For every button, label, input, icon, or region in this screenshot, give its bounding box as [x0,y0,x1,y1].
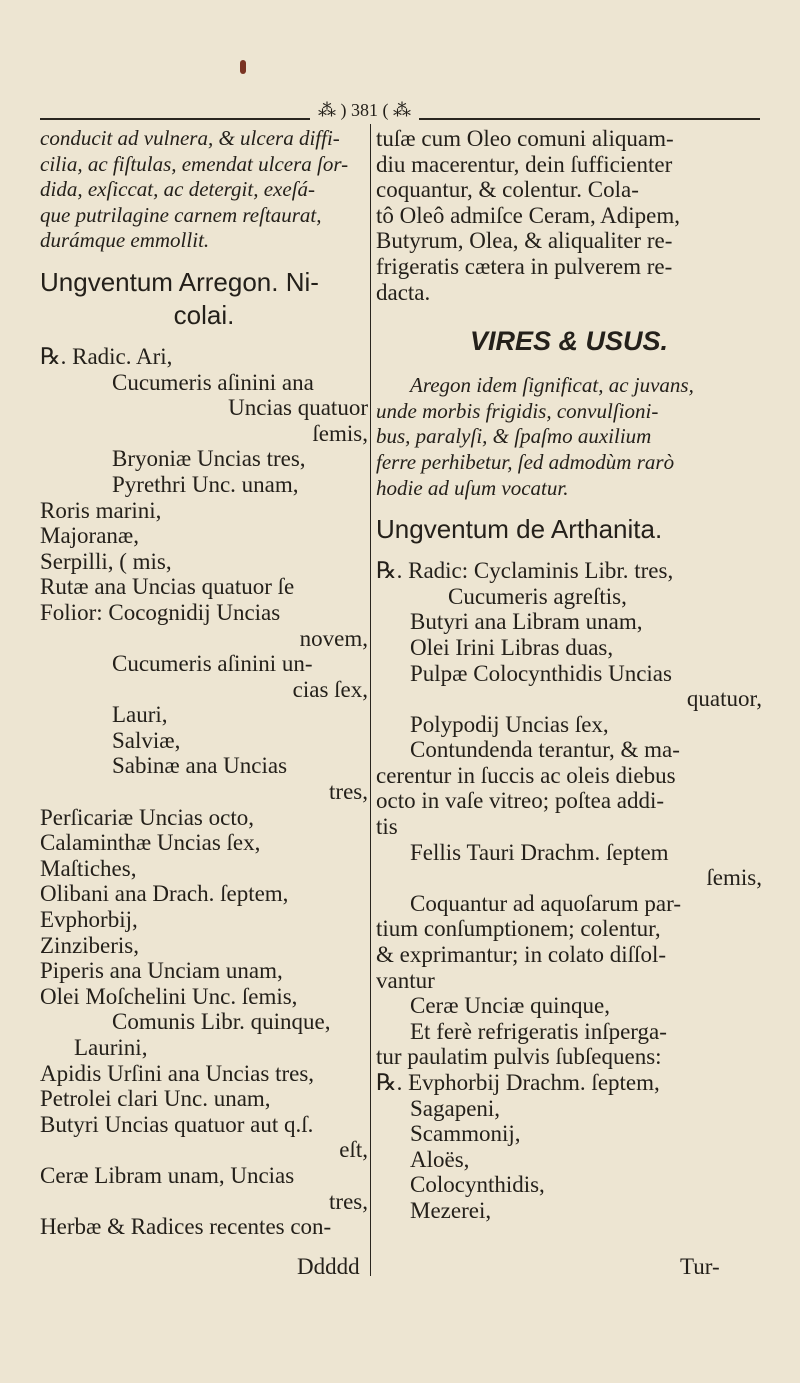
text-line: Cucumeris aſinini un- [112,651,313,677]
text-line: Olei Irini Libras duas, [410,634,614,660]
text-line: octo in vaſe vitreo; poſtea addi- [376,788,665,814]
text-line: Olibani ana Drach. ſeptem, [40,881,289,907]
text-line: Perſicariæ Uncias octo, [40,804,254,830]
text-line: tis [376,814,398,840]
text-line: Ungventum Arregon. Ni- [40,266,319,297]
text-line: Aregon idem ſignificat, ac juvans, [410,373,694,398]
text-line: ſemis, [706,865,762,891]
text-line: ℞. Radic: Cyclaminis Libr. tres, [376,558,674,584]
text-line: cias ſex, [292,676,368,702]
text-line: Butyri ana Libram unam, [410,609,643,635]
text-line: Bryoniæ Uncias tres, [112,446,306,472]
text-line: Butyri Uncias quatuor aut q.ſ. [40,1111,314,1137]
running-header [40,100,760,126]
text-line: Mezerei, [410,1197,492,1223]
text-line: Ungventum de Arthanita. [376,514,663,545]
text-line: Roris marini, [40,497,162,523]
text-line: tres, [329,779,368,805]
spacer [376,501,762,513]
signature-mark: Ddddd [297,1254,360,1279]
text-line: Serpilli, ( mis, [40,548,172,574]
text-line: que putrilagine carnem reſtaurat, [40,202,322,227]
text-line: Et ferè refrigeratis inſperga- [410,1018,667,1044]
left-column [40,126,368,1240]
text-line: eſt, [339,1137,368,1163]
text-line: Laurini, [74,1035,148,1060]
text-line: durámque emmollit. [40,228,210,253]
text-line: tres, [329,1188,368,1214]
ink-stain [240,60,246,74]
spacer [376,546,762,558]
text-line: dida, exſiccat, ac detergit, exeſá- [40,177,316,202]
text-line: Aloës, [410,1146,470,1172]
page-footer [0,1254,800,1284]
text-line: Fellis Tauri Drachm. ſeptem [410,839,669,865]
text-line: Pulpæ Colocynthidis Uncias [410,660,672,686]
text-line: Comunis Libr. quinque, [112,1009,331,1035]
text-line: Herbæ & Radices recentes con- [40,1214,332,1240]
spacer [40,254,368,266]
text-line: Butyrum, Olea, & aliqualiter re- [376,228,673,254]
catchword: Tur- [680,1254,720,1279]
text-line: Majoranæ, [40,523,140,549]
text-line: Contundenda terantur, & ma- [410,737,680,763]
text-line: ferre perhibetur, ſed admodùm rarò [376,449,675,474]
text-line: cerentur in ſuccis ac oleis diebus [376,762,676,788]
text-line: Evphorbij, [40,907,138,933]
text-line: Zinziberis, [40,932,139,958]
text-line: Apidis Urſini ana Uncias tres, [40,1060,315,1086]
text-line: Polypodij Uncias ſex, [410,711,609,737]
text-line: hodie ad uſum vocatur. [376,475,569,500]
text-line: tuſæ cum Oleo comuni aliquam- [376,126,674,151]
text-line: Salviæ, [112,727,181,753]
text-line: Sabinæ ana Uncias [112,753,288,779]
text-line: dacta. [376,279,431,305]
text-line: cilia, ac fiſtulas, emendat ulcera ſor- [40,151,349,176]
text-line: Cucumeris aſinini ana [112,369,314,395]
text-line: conducit ad vulnera, & ulcera diffi- [40,126,340,150]
text-line: quatuor, [686,686,762,712]
right-column [376,126,762,1224]
text-line: Maſtiches, [40,855,137,881]
text-line: vantur [376,967,435,993]
text-line: coquantur, & colentur. Cola- [376,177,639,203]
text-line: Cucumeris agreſtis, [448,583,627,609]
text-line: Folior: Cocognidij Uncias [40,599,281,625]
text-line: unde morbis frigidis, convulſioni- [376,398,659,423]
text-line: Rutæ ana Uncias quatuor ſe [40,574,295,600]
text-line: Calaminthæ Uncias ſex, [40,830,261,856]
text-line: ſemis, [312,420,368,446]
text-line: Colocynthidis, [410,1172,545,1198]
text-line: Petrolei clari Unc. unam, [40,1086,271,1112]
text-line: Uncias quatuor [228,395,368,421]
text-line: Ceræ Unciæ quinque, [410,993,610,1019]
column-divider [370,124,371,1276]
text-line: tur paulatim pulvis ſubſequens: [376,1044,662,1070]
text-line: ℞. Radic. Ari, [40,343,173,369]
text-line: bus, paralyſi, & ſpaſmo auxilium [376,424,652,449]
text-line: Ceræ Libram unam, Uncias [40,1162,295,1188]
text-line: diu macerentur, dein ſufficienter [376,151,673,177]
text-line: Coquantur ad aquoſarum par- [410,890,681,916]
text-line: & exprimantur; in colato diſſol- [376,942,666,968]
spacer [40,332,368,344]
text-line: frigeratis cætera in pulverem re- [376,253,673,279]
text-line: Piperis ana Unciam unam, [40,958,283,984]
text-line: Sagapeni, [410,1095,501,1121]
text-line: novem, [299,625,368,651]
text-line: Scammonij, [410,1121,521,1147]
text-line: Olei Moſchelini Unc. ſemis, [40,983,298,1009]
text-line: Pyrethri Unc. unam, [112,471,299,497]
text-line: ℞. Evphorbij Drachm. ſeptem, [376,1070,660,1095]
text-line: tô Oleô admiſce Ceram, Adipem, [376,202,681,228]
text-line: VIRES & USUS. [469,326,669,357]
text-line: Lauri, [112,702,168,728]
text-line: tium conſumptionem; colentur, [376,916,661,942]
page-number: ⁂ ) 381 ( ⁂ [310,100,419,121]
text-line: colai. [173,299,235,330]
